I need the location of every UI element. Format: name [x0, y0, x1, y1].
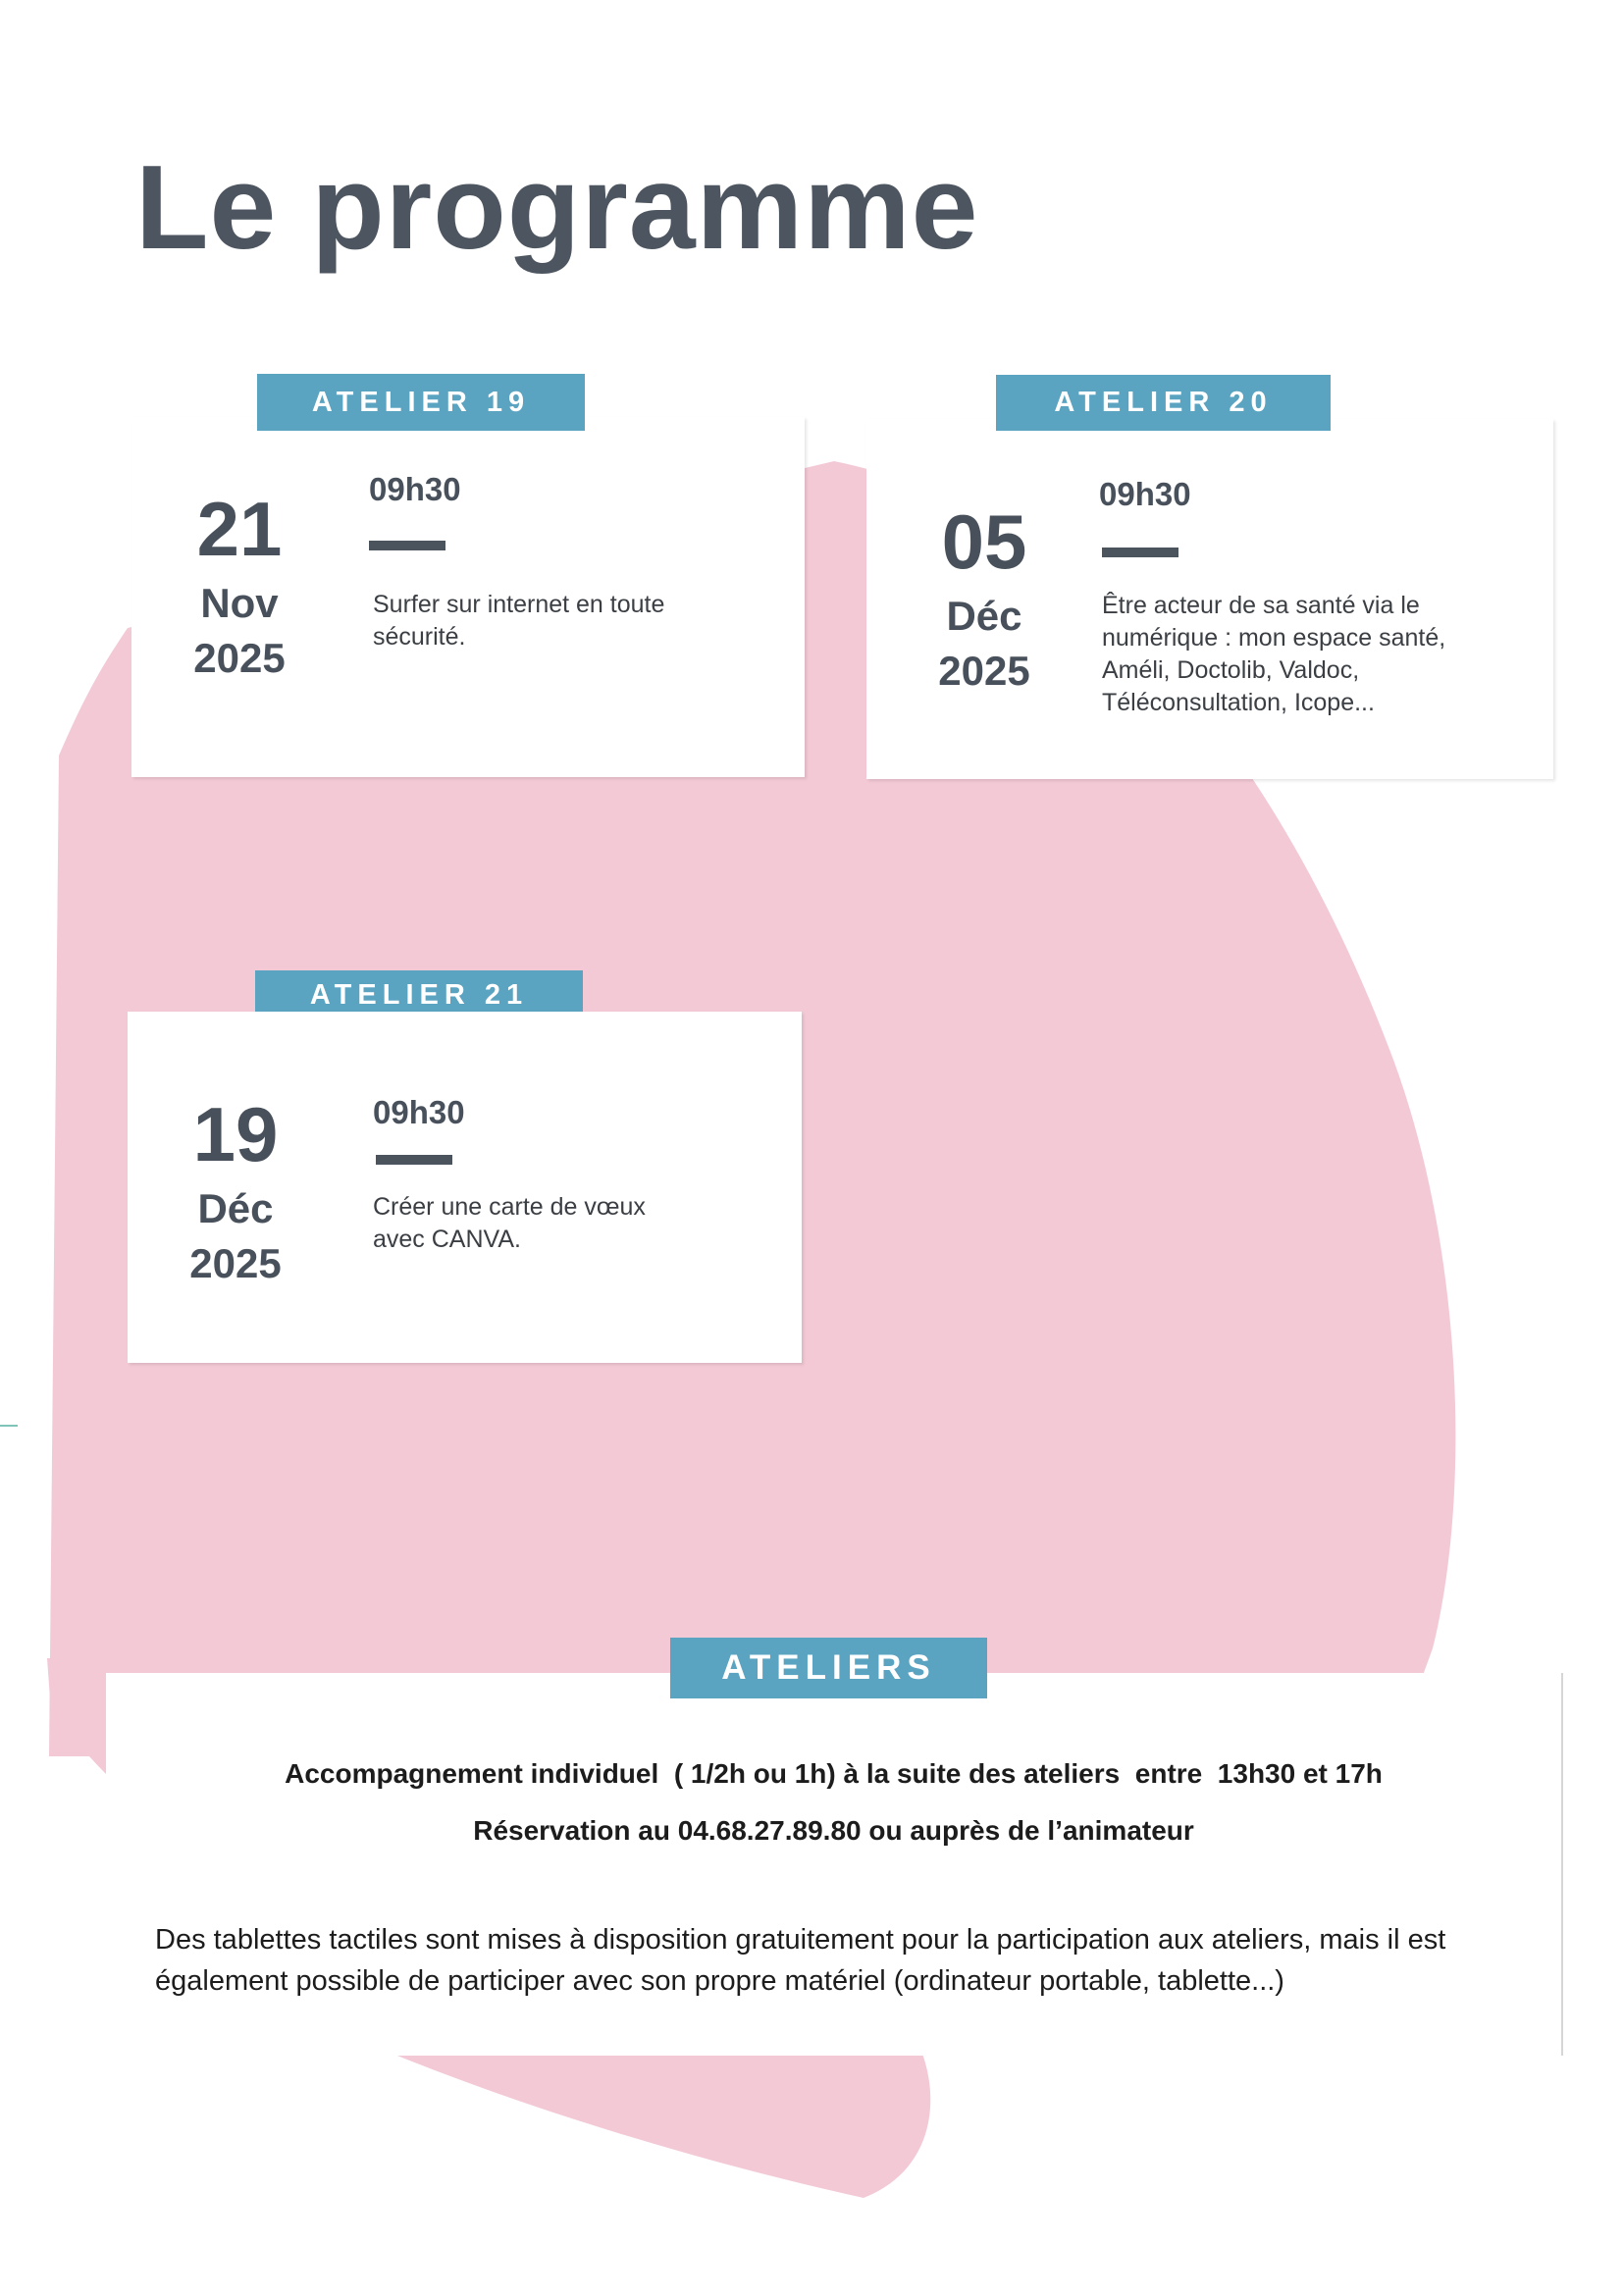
- ateliers-body-text: Des tablettes tactiles sont mises à disposition gratuitement pour la participation aux ateliers, mais il est également possible de participer avec son propre matériel (ordinateur portable, tablette...): [155, 1924, 1446, 1997]
- workshop-2-dash: [1102, 548, 1178, 557]
- workshop-3-description: Créer une carte de vœux avec CANVA.: [373, 1193, 646, 1253]
- workshop-1-description: Surfer sur internet en toute sécurité.: [373, 591, 665, 651]
- page-title: Le programme: [135, 140, 979, 274]
- workshop-3-dash: [376, 1155, 452, 1165]
- workshop-1-dash: [369, 541, 445, 550]
- workshop-card-1: [131, 417, 805, 777]
- workshop-1-month: Nov: [200, 580, 279, 626]
- workshop-card-2: [866, 419, 1553, 779]
- workshop-1-tab: ATELIER 19: [257, 374, 585, 431]
- workshop-3-year: 2025: [189, 1240, 282, 1286]
- workshop-2-year: 2025: [938, 648, 1030, 694]
- workshop-3-month: Déc: [197, 1185, 274, 1231]
- workshop-2-description: Être acteur de sa santé via le numérique : mon espace santé, Améli, Doctolib, Valdoc, Téléconsultation, Icope...: [1102, 592, 1446, 716]
- workshop-2-month: Déc: [946, 593, 1022, 639]
- workshop-3-time: 09h30: [373, 1094, 465, 1130]
- workshop-2-tab: ATELIER 20: [996, 375, 1331, 431]
- ateliers-line-accompaniment: Accompagnement individuel ( 1/2h ou 1h) à la suite des ateliers entre 13h30 et 17h: [285, 1758, 1383, 1789]
- workshop-3-tab: ATELIER 21: [255, 970, 583, 1025]
- ateliers-line-reservation: Réservation au 04.68.27.89.80 ou auprès de l’animateur: [473, 1815, 1194, 1846]
- workshop-1-time: 09h30: [369, 471, 461, 507]
- workshop-2-time: 09h30: [1099, 476, 1191, 512]
- workshop-2-day: 05: [941, 498, 1027, 585]
- workshop-1-year: 2025: [193, 635, 286, 681]
- workshop-1-date: [161, 486, 318, 681]
- edge-mark: [0, 1425, 18, 1427]
- workshop-2-date: [906, 498, 1063, 694]
- pink-blob-bottom: [393, 2054, 930, 2198]
- workshop-card-3: [128, 1012, 802, 1363]
- pink-blob-left-lip: [47, 1658, 108, 1776]
- workshop-3-day: 19: [192, 1091, 279, 1177]
- workshop-1-day: 21: [196, 486, 283, 572]
- workshop-3-date: [157, 1091, 314, 1286]
- ateliers-info-box: [106, 1673, 1563, 2056]
- ateliers-tab: ATELIERS: [670, 1638, 987, 1698]
